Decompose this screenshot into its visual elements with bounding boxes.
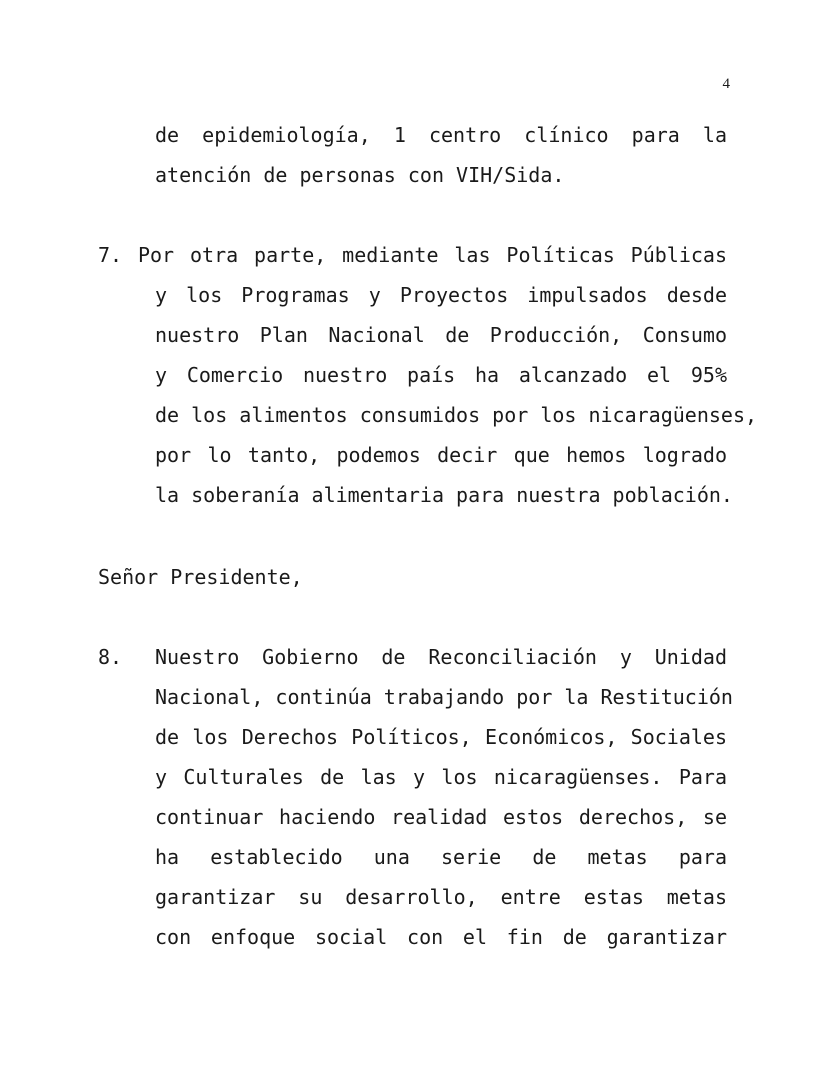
salutation (98, 557, 303, 597)
text-line: ha establecido una serie de metas para (155, 845, 727, 869)
text-line: de epidemiología, 1 centro clínico para la (155, 123, 727, 147)
text-line: por lo tanto, podemos decir que hemos logrado (155, 443, 727, 467)
paragraph-8 (155, 637, 733, 957)
text-line: de los Derechos Políticos, Económicos, Sociales (155, 725, 727, 749)
text-line: la soberanía alimentaria para nuestra población. (155, 483, 733, 507)
paragraph-number: 8. (98, 645, 123, 669)
text-line: continuar haciendo realidad estos derechos, se (155, 805, 727, 829)
paragraph-8-number (98, 637, 122, 677)
salutation-text: Señor Presidente, (98, 565, 303, 589)
text-line: nuestro Plan Nacional de Producción, Consumo (155, 323, 727, 347)
continuation-paragraph (155, 115, 727, 195)
text-line: con enfoque social con el fin de garantizar (155, 925, 727, 949)
text-line: y los Programas y Proyectos impulsados desde (155, 283, 727, 307)
text-line: y Culturales de las y los nicaragüenses. Para (155, 765, 727, 789)
text-line: garantizar su desarrollo, entre estas metas (155, 885, 727, 909)
text-line: 7. Por otra parte, mediante las Políticas Públicas (98, 243, 727, 267)
paragraph-7 (98, 235, 758, 515)
page-number: 4 (722, 76, 730, 92)
text-line: Nacional, continúa trabajando por la Restitución (155, 685, 733, 709)
text-line: y Comercio nuestro país ha alcanzado el 95% (155, 363, 727, 387)
text-line: atención de personas con VIH/Sida. (155, 163, 565, 187)
text-line: Nuestro Gobierno de Reconciliación y Unidad (155, 645, 727, 669)
text-line: de los alimentos consumidos por los nicaragüenses, (155, 403, 758, 427)
